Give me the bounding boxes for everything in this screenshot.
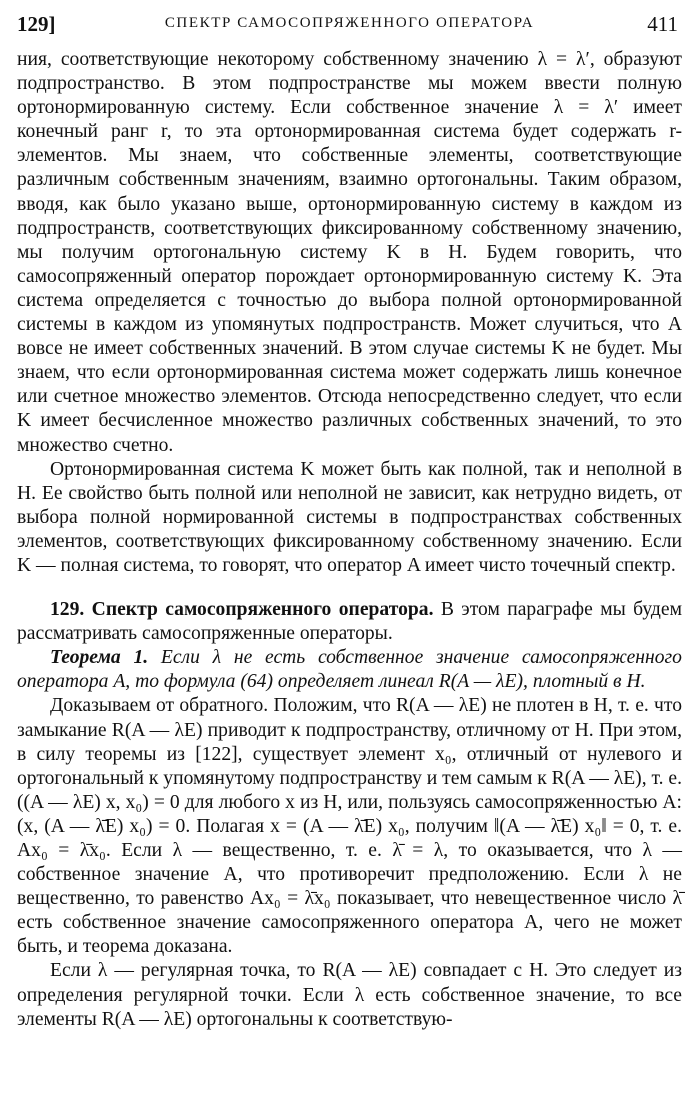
- theorem-statement: Если λ не есть собственное значение самосопряженного оператора A, то формула (64) определяет линеал R(A — λE), плотный в H.: [17, 647, 682, 693]
- section-heading: 129. Спектр самосопряженного оператора.: [50, 599, 434, 621]
- theorem-paragraph: [17, 646, 682, 694]
- section-intro-paragraph: [17, 598, 682, 646]
- paragraph-regular-point: Если λ — регулярная точка, то R(A — λE) совпадает с H. Это следует из определения регулярной точки. Если λ есть собственное значение, то все элементы R(A — λE) ортогональны к соответствую-: [17, 960, 682, 1030]
- section-number: 129]: [17, 12, 56, 36]
- section-gap: [17, 578, 682, 598]
- theorem-label: Теорема 1.: [50, 647, 149, 669]
- section-intro: В этом параграфе мы будем рассматривать самосопряженные операторы.: [17, 599, 682, 645]
- paragraph-eigen-subspace: ния, соответствующие некоторому собственному значению λ = λ′, образуют подпространство. В этом подпространстве мы можем ввести полную ортонормированную систему. Если собственное значение λ = λ′ имеет конечный ранг r, то эта ортонормированная система будет содержать r-элементов. Мы знаем, что собственные элементы, соответствующие различным собственным значениям, взаимно ортогональны. Таким образом, вводя, как было указано выше, ортонормированную систему в каждом из подпространств, соответствующих фиксированному собственному значению, мы получим ортогональную систему K в H. Будем говорить, что самосопряженный оператор порождает ортонормированную систему K. Эта система определяется с точностью до выбора полной ортонормированной системы в каждом из упомянутых подпространств. Может случиться, что A вовсе не имеет собственных значений. В этом случае системы K не будет. Мы знаем, что если ортонормированная система может содержать лишь конечное или счетное множество элементов. Отсюда непосредственно следует, что если K имеет бесчисленное множество различных собственных значений, то это множество счетно.: [17, 49, 682, 456]
- page-number: 411: [647, 12, 678, 36]
- paragraph-complete-system: Ортонормированная система K может быть как полной, так и неполной в H. Ее свойство быть полной или неполной не зависит, как нетрудно видеть, от выбора полной нормированной системы в подпространствах собственных элементов, соответствующих фиксированному собственному значению. Если K — полная система, то говорят, что оператор A имеет чисто точечный спектр.: [17, 458, 682, 576]
- running-header: [17, 8, 682, 48]
- running-title: СПЕКТР САМОСОПРЯЖЕННОГО ОПЕРАТОРА: [164, 15, 535, 31]
- paragraph-proof: Доказываем от обратного. Положим, что R(A — λE) не плотен в H, т. е. что замыкание R(A — λE) приводит к подпространству, отличному от H. При этом, в силу теоремы из [122], существует элемент x₀, отличный от нулевого и ортогональный к упомянутому подпространству и тем самым к R(A — λE), т. е. ((A — λE) x, x₀) = 0 для любого x из H, или, пользуясь самосопряженностью A: (x, (A — λ̄E) x₀) = 0. Полагая x = (A — λ̄E) x₀, получим ‖(A — λ̄E) x₀‖ = 0, т. е. Ax₀ = λ̄x₀. Если λ — вещественно, т. е. λ̄ = λ, то оказывается, что λ — собственное значение A, что противоречит предположению. Если λ не вещественно, то равенство Ax₀ = λ̄x₀ показывает, что невещественное число λ̄ есть собственное значение самосопряженного оператора A, чего не может быть, и теорема доказана.: [17, 695, 682, 958]
